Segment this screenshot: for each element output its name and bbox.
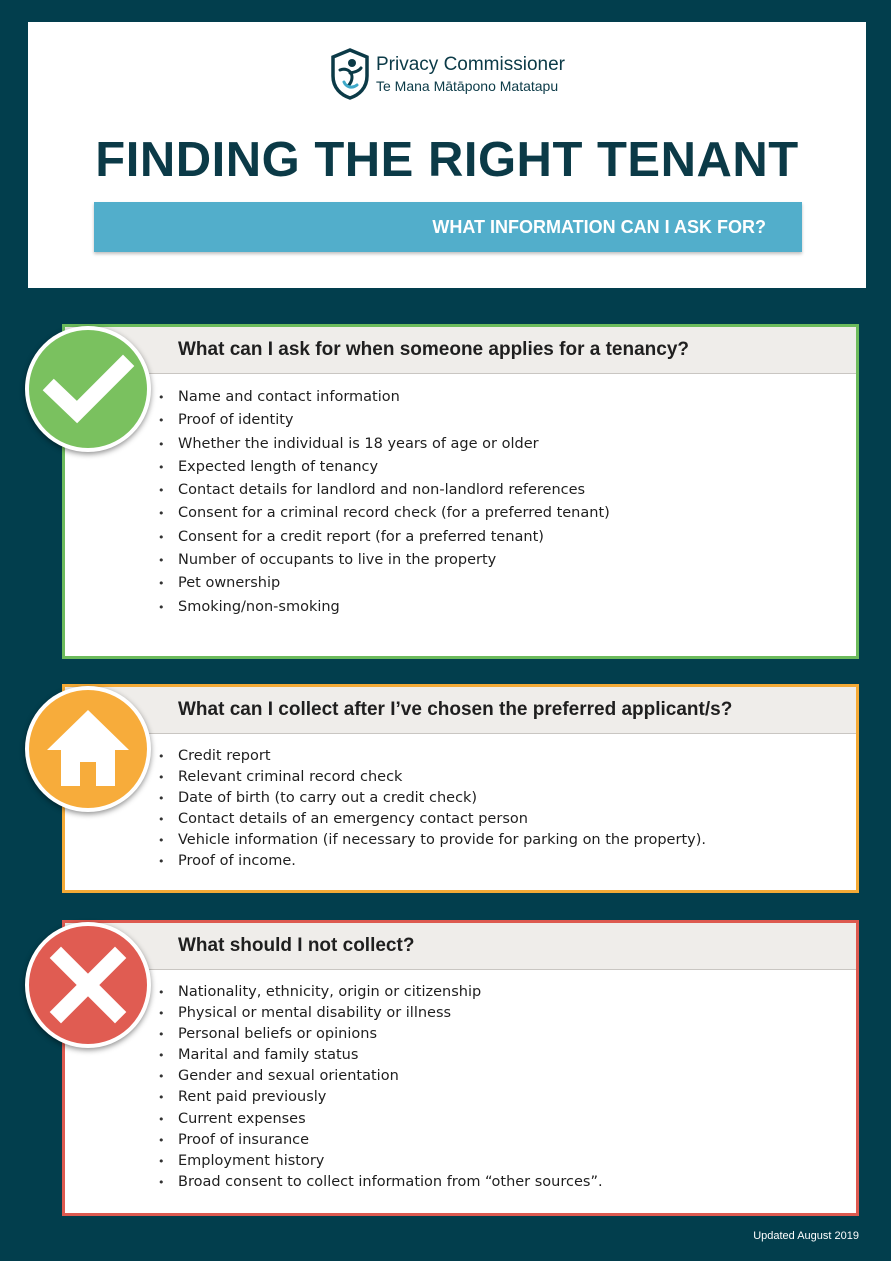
list-item: • Contact details for landlord and non-landlord references: [178, 479, 856, 502]
list-item: • Nationality, ethnicity, origin or citizenship: [178, 982, 856, 1003]
list-item: • Expected length of tenancy: [178, 456, 856, 479]
list-item: • Proof of income.: [178, 851, 856, 872]
header-card: [28, 22, 866, 288]
list-item: • Credit report: [178, 746, 856, 767]
item-list: [65, 734, 856, 872]
updated-date: Updated August 2019: [753, 1230, 859, 1242]
subtitle-banner: [94, 202, 802, 252]
list-item: • Consent for a credit report (for a preferred tenant): [178, 526, 856, 549]
do-not-collect-panel: [62, 920, 859, 1216]
house-badge: [25, 686, 151, 812]
subtitle-text: WHAT INFORMATION CAN I ASK FOR?: [432, 217, 766, 237]
panel-heading: What should I not collect?: [65, 923, 856, 970]
list-item: • Smoking/non-smoking: [178, 596, 856, 619]
list-item: • Number of occupants to live in the property: [178, 549, 856, 572]
page-title: FINDING THE RIGHT TENANT: [95, 133, 799, 187]
list-item: • Gender and sexual orientation: [178, 1066, 856, 1087]
list-item: • Vehicle information (if necessary to provide for parking on the property).: [178, 830, 856, 851]
item-list: [65, 970, 856, 1193]
list-item: • Name and contact information: [178, 386, 856, 409]
house-icon: [29, 690, 147, 808]
shield-logo-icon: [330, 48, 370, 100]
list-item: • Physical or mental disability or illness: [178, 1003, 856, 1024]
check-icon: [29, 330, 147, 448]
list-item: • Marital and family status: [178, 1045, 856, 1066]
cross-badge: [25, 922, 151, 1048]
list-item: • Personal beliefs or opinions: [178, 1024, 856, 1045]
list-item: • Consent for a criminal record check (for a preferred tenant): [178, 502, 856, 525]
list-item: • Proof of insurance: [178, 1130, 856, 1151]
item-list: [65, 374, 856, 619]
privacy-commissioner-logo: [330, 48, 570, 100]
list-item: • Whether the individual is 18 years of age or older: [178, 433, 856, 456]
list-item: • Current expenses: [178, 1109, 856, 1130]
list-item: • Rent paid previously: [178, 1087, 856, 1108]
list-item: • Pet ownership: [178, 572, 856, 595]
list-item: • Broad consent to collect information from “other sources”.: [178, 1172, 856, 1193]
logo-subtitle: Te Mana Mātāpono Matatapu: [376, 78, 559, 94]
cross-icon: [29, 926, 147, 1044]
ask-for-panel: [62, 324, 859, 659]
list-item: • Date of birth (to carry out a credit check): [178, 788, 856, 809]
panel-heading: What can I ask for when someone applies for a tenancy?: [65, 327, 856, 374]
check-badge: [25, 326, 151, 452]
list-item: • Relevant criminal record check: [178, 767, 856, 788]
logo-title: Privacy Commissioner: [376, 54, 565, 75]
list-item: • Proof of identity: [178, 409, 856, 432]
panel-heading: What can I collect after I’ve chosen the preferred applicant/s?: [65, 687, 856, 734]
list-item: • Contact details of an emergency contact person: [178, 809, 856, 830]
list-item: • Employment history: [178, 1151, 856, 1172]
collect-after-panel: [62, 684, 859, 893]
